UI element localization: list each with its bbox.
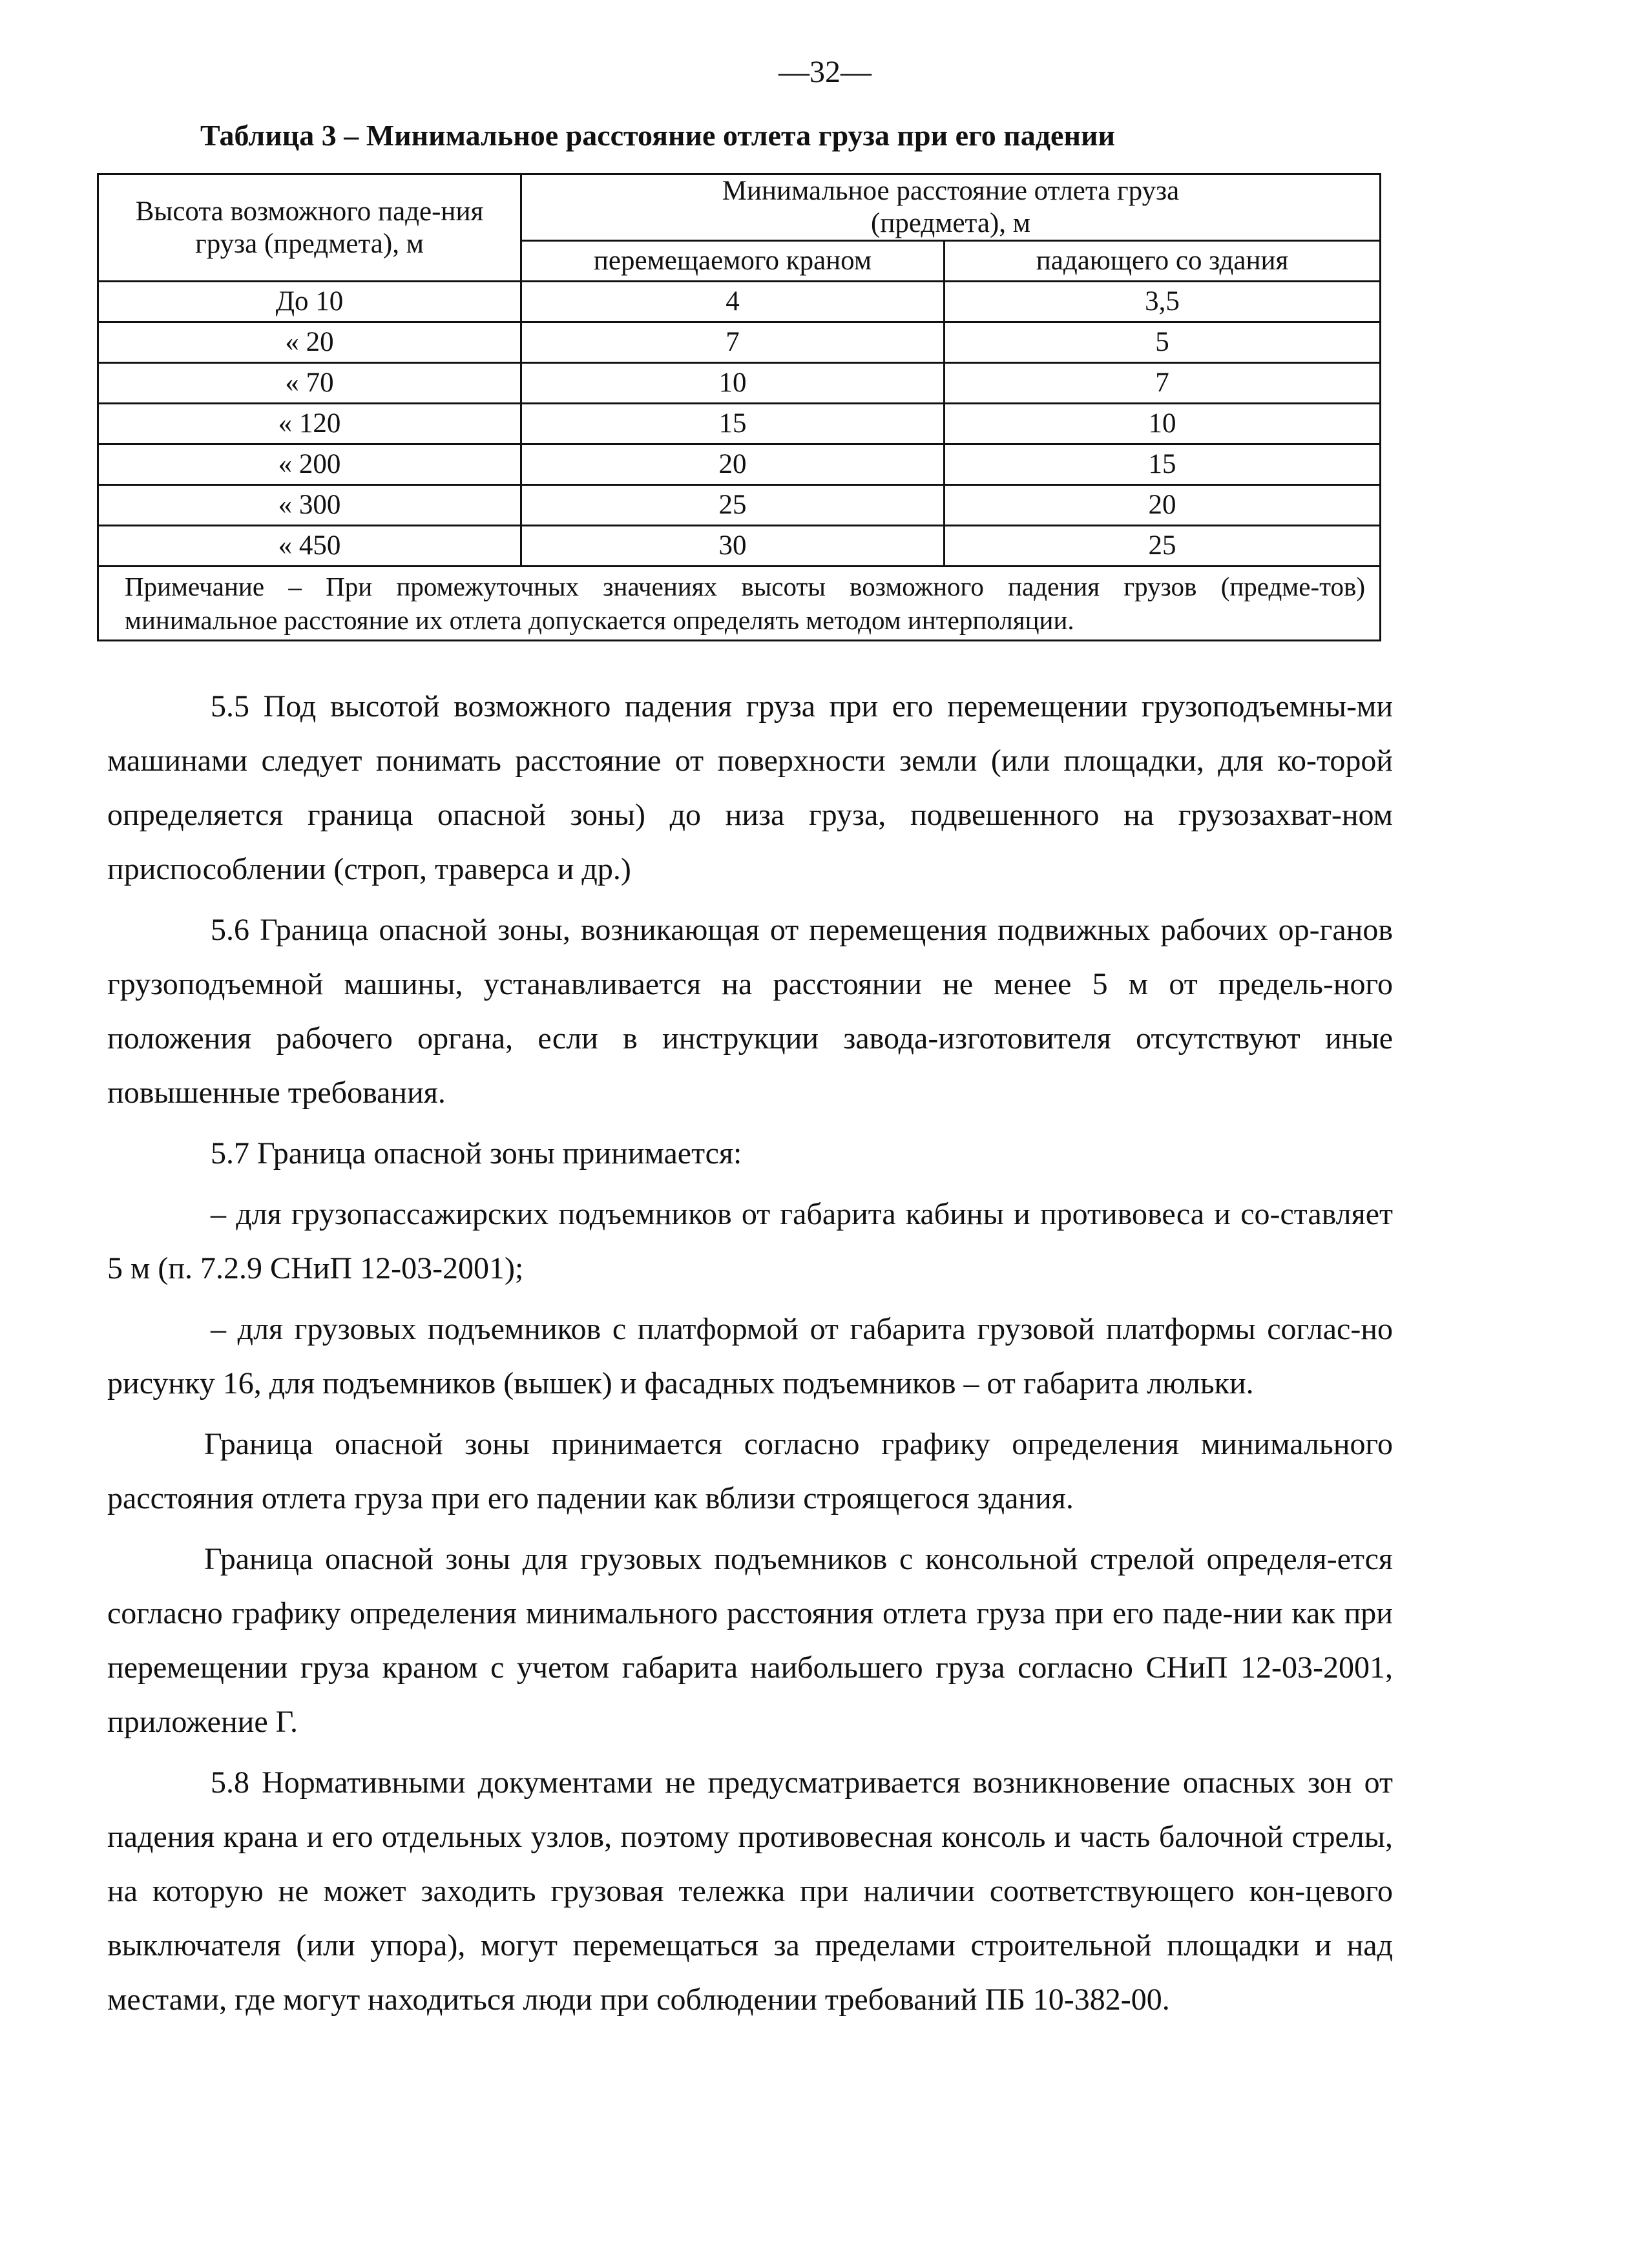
cell-crane: 15 xyxy=(521,404,945,444)
table-row xyxy=(98,485,1381,526)
cell-crane: 4 xyxy=(521,282,945,322)
paragraph-5-6: 5.6 Граница опасной зоны, возникающая от перемещения подвижных рабочих ор-ганов грузоподъемной машины, устанавливается на расстоянии не менее 5 м от предель-ного положения рабочего органа, если в инструкции завода-изготовителя отсутствуют иные повышенные требования. xyxy=(107,913,1393,1110)
header-moved-by-crane: перемещаемого краном xyxy=(521,241,945,282)
cell-height: До 10 xyxy=(98,282,521,322)
paragraph-5-8: 5.8 Нормативными документами не предусматривается возникновение опасных зон от падения крана и его отдельных узлов, поэтому противовесная консоль и часть балочной стрелы, на которую не может заходить грузовая тележка при наличии соответствующего кон-цевого выключателя (или упора), могут перемещаться за пределами строительной площадки и над местами, где могут находиться люди при соблюдении требований ПБ 10-382-00. xyxy=(107,1765,1393,2017)
cell-height: « 200 xyxy=(98,444,521,485)
table-header-row xyxy=(98,174,1381,241)
cell-height: « 20 xyxy=(98,322,521,363)
distance-table xyxy=(97,173,1381,641)
page-number: —32— xyxy=(778,55,872,89)
header-falling-from-building: падающего со здания xyxy=(945,241,1381,282)
cell-crane: 20 xyxy=(521,444,945,485)
table-row xyxy=(98,322,1381,363)
cell-building: 15 xyxy=(945,444,1381,485)
cell-building: 7 xyxy=(945,363,1381,404)
list-item-passenger-hoists: – для грузопассажирских подъемников от габарита кабины и противовеса и со-ставляет 5 м (п. 7.2.9 СНиП 12-03-2001); xyxy=(107,1197,1393,1285)
cell-crane: 25 xyxy=(521,485,945,526)
cell-building: 20 xyxy=(945,485,1381,526)
table-row xyxy=(98,363,1381,404)
paragraph-5-7: 5.7 Граница опасной зоны принимается: xyxy=(211,1136,742,1170)
cell-crane: 30 xyxy=(521,526,945,567)
paragraph-5-5: 5.5 Под высотой возможного падения груза при его перемещении грузоподъемны-ми машинами следует понимать расстояние от поверхности земли (или площадки, для ко-торой определяется граница опасной зоны) до низа груза, подвешенного на грузозахват-ном приспособлении (строп, траверса и др.) xyxy=(107,689,1393,886)
table-row xyxy=(98,404,1381,444)
table-note: Примечание – При промежуточных значениях высоты возможного падения грузов (предме-тов) минимальное расстояние их отлета допускается определять методом интерполяции. xyxy=(98,567,1381,641)
table-note-row xyxy=(98,567,1381,641)
cell-crane: 10 xyxy=(521,363,945,404)
cell-crane: 7 xyxy=(521,322,945,363)
cell-building: 10 xyxy=(945,404,1381,444)
table-row xyxy=(98,282,1381,322)
header-min-distance: Минимальное расстояние отлета груза (предмета), м xyxy=(521,174,1381,241)
body-text xyxy=(107,680,1393,2034)
paragraph-zone-boundary: Граница опасной зоны принимается согласно графику определения минимального расстояния отлета груза при его падении как вблизи строящегося здания. xyxy=(107,1427,1393,1515)
table-row xyxy=(98,444,1381,485)
header-fall-height: Высота возможного паде-ния груза (предмета), м xyxy=(98,174,521,282)
cell-building: 25 xyxy=(945,526,1381,567)
cell-building: 5 xyxy=(945,322,1381,363)
paragraph-cantilever-hoists: Граница опасной зоны для грузовых подъемников с консольной стрелой определя-ется согласно графику определения минимального расстояния отлета груза при его паде-нии как при перемещении груза краном с учетом габарита наибольшего груза согласно СНиП 12-03-2001, приложение Г. xyxy=(107,1542,1393,1739)
cell-building: 3,5 xyxy=(945,282,1381,322)
cell-height: « 450 xyxy=(98,526,521,567)
list-item-platform-hoists: – для грузовых подъемников с платформой от габарита грузовой платформы соглас-но рисунку 16, для подъемников (вышек) и фасадных подъемников – от габарита люльки. xyxy=(107,1312,1393,1400)
table-title: Таблица 3 – Минимальное расстояние отлета груза при его падении xyxy=(200,119,1115,152)
cell-height: « 70 xyxy=(98,363,521,404)
cell-height: « 120 xyxy=(98,404,521,444)
cell-height: « 300 xyxy=(98,485,521,526)
table-row xyxy=(98,526,1381,567)
